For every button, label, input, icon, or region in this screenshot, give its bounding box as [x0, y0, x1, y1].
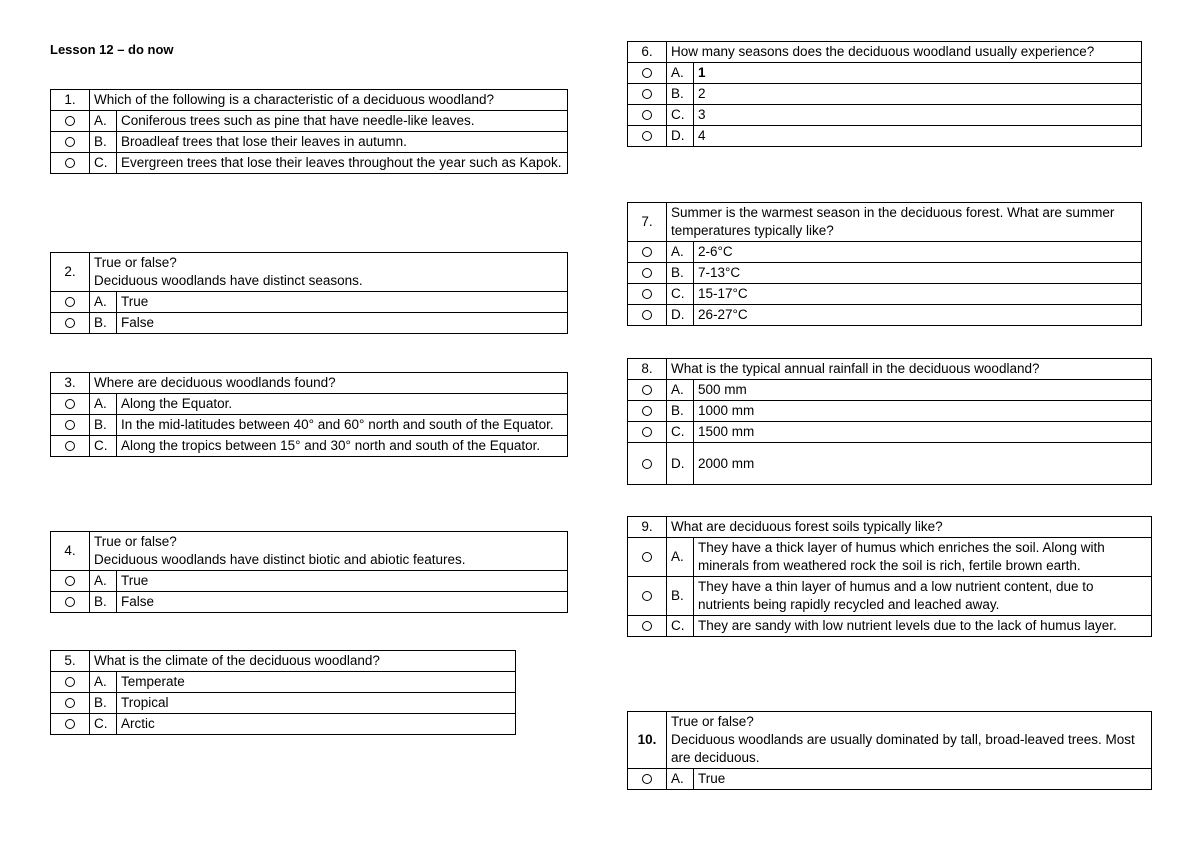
option-letter: B. — [667, 401, 694, 422]
option-b-radio[interactable] — [628, 577, 667, 616]
option-letter: A. — [90, 111, 117, 132]
question-text: What is the typical annual rainfall in the deciduous woodland? — [667, 359, 1152, 380]
question-3 — [50, 372, 568, 457]
option-letter: A. — [667, 242, 694, 263]
question-text: Summer is the warmest season in the deciduous forest. What are summer temperatures typically like? — [667, 203, 1142, 242]
question-line: True or false? — [94, 534, 177, 549]
radio-circle-icon[interactable] — [642, 310, 652, 320]
option-letter: B. — [667, 84, 694, 105]
option-a-radio[interactable] — [628, 63, 667, 84]
question-text: Which of the following is a characteristic of a deciduous woodland? — [90, 90, 568, 111]
option-b-radio[interactable] — [51, 592, 90, 613]
option-text: They have a thin layer of humus and a low nutrient content, due to nutrients being rapidly recycled and leached away. — [694, 577, 1152, 616]
radio-circle-icon[interactable] — [65, 677, 75, 687]
question-line: True or false? — [671, 714, 754, 729]
option-b-radio[interactable] — [628, 84, 667, 105]
option-letter: B. — [90, 132, 117, 153]
question-number: 9. — [628, 517, 667, 538]
option-letter: B. — [667, 577, 694, 616]
option-letter: C. — [667, 284, 694, 305]
option-d-radio[interactable] — [628, 305, 667, 326]
option-a-radio[interactable] — [51, 111, 90, 132]
option-a-radio[interactable] — [51, 394, 90, 415]
radio-circle-icon[interactable] — [642, 289, 652, 299]
option-b-radio[interactable] — [51, 313, 90, 334]
radio-circle-icon[interactable] — [65, 318, 75, 328]
option-letter: C. — [90, 436, 117, 457]
question-line: Deciduous woodlands are usually dominated by tall, broad-leaved trees. Most are deciduous. — [671, 732, 1135, 765]
option-a-radio[interactable] — [628, 380, 667, 401]
question-text: How many seasons does the deciduous woodland usually experience? — [667, 42, 1142, 63]
question-1 — [50, 89, 568, 174]
option-c-radio[interactable] — [51, 153, 90, 174]
radio-circle-icon[interactable] — [642, 406, 652, 416]
radio-circle-icon[interactable] — [65, 441, 75, 451]
question-8 — [627, 358, 1152, 485]
option-c-radio[interactable] — [51, 436, 90, 457]
option-letter: B. — [667, 263, 694, 284]
option-letter: A. — [90, 571, 117, 592]
radio-circle-icon[interactable] — [642, 774, 652, 784]
radio-circle-icon[interactable] — [65, 719, 75, 729]
option-text: 1000 mm — [694, 401, 1152, 422]
option-text: 7-13°C — [694, 263, 1142, 284]
option-b-radio[interactable] — [51, 132, 90, 153]
radio-circle-icon[interactable] — [65, 158, 75, 168]
option-text: In the mid-latitudes between 40° and 60° north and south of the Equator. — [117, 415, 568, 436]
option-text: Along the Equator. — [117, 394, 568, 415]
option-text: 26-27°C — [694, 305, 1142, 326]
radio-circle-icon[interactable] — [65, 698, 75, 708]
option-d-radio[interactable] — [628, 126, 667, 147]
option-letter: A. — [667, 380, 694, 401]
radio-circle-icon[interactable] — [642, 591, 652, 601]
option-text: Arctic — [117, 714, 516, 735]
page-title: Lesson 12 – do now — [50, 42, 174, 57]
option-a-radio[interactable] — [51, 292, 90, 313]
option-text: 500 mm — [694, 380, 1152, 401]
radio-circle-icon[interactable] — [642, 552, 652, 562]
question-line: True or false? — [94, 255, 177, 270]
option-text: False — [117, 313, 568, 334]
option-letter: D. — [667, 126, 694, 147]
question-number: 3. — [51, 373, 90, 394]
option-letter: C. — [90, 153, 117, 174]
option-text: They have a thick layer of humus which enriches the soil. Along with minerals from weathered rock the soil is rich, fertile brown earth. — [694, 538, 1152, 577]
option-text: 2000 mm — [694, 443, 1152, 485]
question-number: 7. — [628, 203, 667, 242]
radio-circle-icon[interactable] — [642, 247, 652, 257]
option-text: Evergreen trees that lose their leaves throughout the year such as Kapok. — [117, 153, 568, 174]
option-text: Along the tropics between 15° and 30° north and south of the Equator. — [117, 436, 568, 457]
question-number: 1. — [51, 90, 90, 111]
question-line: Deciduous woodlands have distinct seasons. — [94, 273, 363, 288]
option-b-radio[interactable] — [628, 263, 667, 284]
option-c-radio[interactable] — [628, 616, 667, 637]
option-text: True — [117, 571, 568, 592]
question-number: 2. — [51, 253, 90, 292]
radio-circle-icon[interactable] — [642, 459, 652, 469]
radio-circle-icon[interactable] — [65, 137, 75, 147]
option-letter: A. — [667, 63, 694, 84]
option-b-radio[interactable] — [51, 693, 90, 714]
option-letter: B. — [90, 693, 117, 714]
option-text: 4 — [694, 126, 1142, 147]
option-text: Broadleaf trees that lose their leaves in autumn. — [117, 132, 568, 153]
radio-circle-icon[interactable] — [642, 268, 652, 278]
option-letter: C. — [667, 616, 694, 637]
option-a-radio[interactable] — [51, 672, 90, 693]
question-9 — [627, 516, 1152, 637]
option-c-radio[interactable] — [628, 422, 667, 443]
radio-circle-icon[interactable] — [642, 89, 652, 99]
question-text: Where are deciduous woodlands found? — [90, 373, 568, 394]
question-text — [90, 253, 568, 292]
option-letter: A. — [667, 769, 694, 790]
option-text: True — [117, 292, 568, 313]
radio-circle-icon[interactable] — [642, 110, 652, 120]
question-number: 5. — [51, 651, 90, 672]
option-letter: C. — [90, 714, 117, 735]
radio-circle-icon[interactable] — [642, 131, 652, 141]
option-letter: B. — [90, 592, 117, 613]
option-text: 1 — [694, 63, 1142, 84]
option-a-radio[interactable] — [628, 242, 667, 263]
option-letter: B. — [90, 415, 117, 436]
option-letter: D. — [667, 443, 694, 485]
question-text — [90, 532, 568, 571]
radio-circle-icon[interactable] — [65, 576, 75, 586]
option-text: 2 — [694, 84, 1142, 105]
question-line: Deciduous woodlands have distinct biotic and abiotic features. — [94, 552, 466, 567]
question-text: What is the climate of the deciduous woodland? — [90, 651, 516, 672]
radio-circle-icon[interactable] — [65, 116, 75, 126]
option-text: True — [694, 769, 1152, 790]
radio-circle-icon[interactable] — [642, 68, 652, 78]
option-text: They are sandy with low nutrient levels due to the lack of humus layer. — [694, 616, 1152, 637]
question-10 — [627, 711, 1152, 790]
question-2 — [50, 252, 568, 334]
option-text: 3 — [694, 105, 1142, 126]
radio-circle-icon[interactable] — [65, 420, 75, 430]
option-letter: C. — [667, 105, 694, 126]
option-c-radio[interactable] — [628, 105, 667, 126]
option-letter: D. — [667, 305, 694, 326]
question-6 — [627, 41, 1142, 147]
radio-circle-icon[interactable] — [65, 399, 75, 409]
question-7 — [627, 202, 1142, 326]
radio-circle-icon[interactable] — [65, 297, 75, 307]
radio-circle-icon[interactable] — [65, 597, 75, 607]
option-a-radio[interactable] — [628, 538, 667, 577]
option-a-radio[interactable] — [51, 571, 90, 592]
option-text: 1500 mm — [694, 422, 1152, 443]
option-b-radio[interactable] — [51, 415, 90, 436]
option-letter: A. — [90, 672, 117, 693]
question-number: 10. — [628, 712, 667, 769]
option-letter: C. — [667, 422, 694, 443]
option-text: Tropical — [117, 693, 516, 714]
option-b-radio[interactable] — [628, 401, 667, 422]
option-c-radio[interactable] — [628, 284, 667, 305]
option-text: 2-6°C — [694, 242, 1142, 263]
question-number: 4. — [51, 532, 90, 571]
option-letter: A. — [667, 538, 694, 577]
option-c-radio[interactable] — [51, 714, 90, 735]
radio-circle-icon[interactable] — [642, 427, 652, 437]
radio-circle-icon[interactable] — [642, 621, 652, 631]
radio-circle-icon[interactable] — [642, 385, 652, 395]
option-text: 15-17°C — [694, 284, 1142, 305]
question-number: 8. — [628, 359, 667, 380]
option-letter: A. — [90, 394, 117, 415]
question-text — [667, 712, 1152, 769]
option-letter: B. — [90, 313, 117, 334]
question-5 — [50, 650, 516, 735]
option-a-radio[interactable] — [628, 769, 667, 790]
option-text: Temperate — [117, 672, 516, 693]
question-4 — [50, 531, 568, 613]
option-d-radio[interactable] — [628, 443, 667, 485]
question-number: 6. — [628, 42, 667, 63]
option-text: Coniferous trees such as pine that have needle-like leaves. — [117, 111, 568, 132]
option-letter: A. — [90, 292, 117, 313]
option-text: False — [117, 592, 568, 613]
question-text: What are deciduous forest soils typically like? — [667, 517, 1152, 538]
